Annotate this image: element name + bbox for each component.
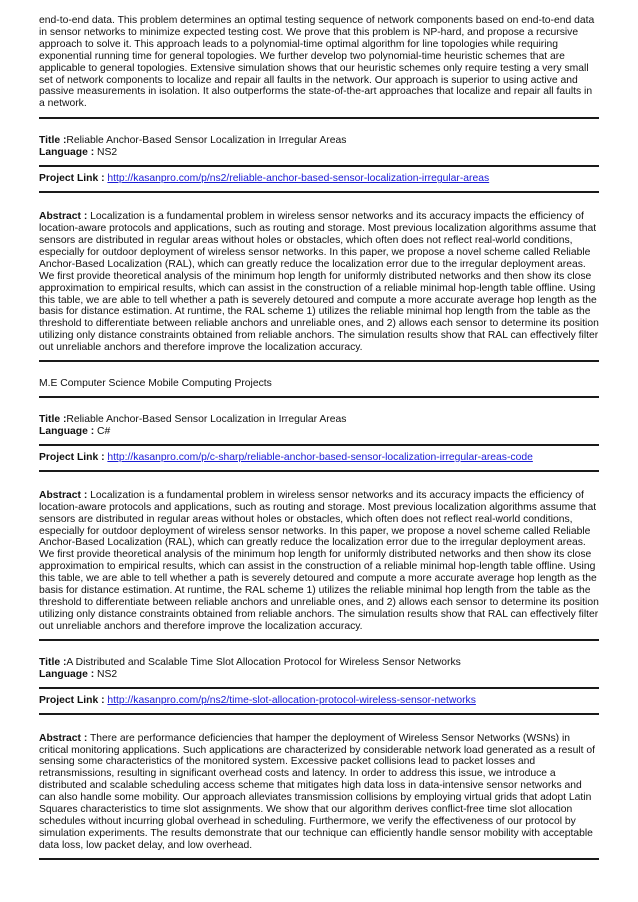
document-page bbox=[39, 13, 599, 860]
project-entry-2 bbox=[39, 414, 599, 641]
project-link[interactable]: http://kasanpro.com/p/ns2/reliable-anchor-based-sensor-localization-irregular-areas bbox=[107, 173, 490, 185]
project-title: Reliable Anchor-Based Sensor Localization in Irregular Areas bbox=[66, 135, 347, 147]
title-label: Title : bbox=[39, 135, 67, 147]
title-label: Title : bbox=[39, 656, 67, 668]
project-language: NS2 bbox=[97, 668, 118, 680]
abstract-text: Localization is a fundamental problem in wireless sensor networks and its accuracy impacts the efficiency of location-aware protocols and applications, such as routing and storage. Most previous localization algorithms assume that sensors are distributed in regular areas without holes or obstacles, which often does not reflect real-world conditions, especially for outdoor deployment of wireless sensor networks. In this paper, we propose a novel scheme called Reliable Anchor-Based Localization (RAL), which can greatly reduce the localization error due to the irregular deployment areas. We first provide theoretical analysis of the minimum hop length for uniformly distributed networks and then show its close approximation to empirical results, which can assist in the construction of a reliable minimal hop-length table offline. Using this table, we are able to tell whether a path is severely detoured and compute a more accurate average hop length as the basis for distance estimation. At runtime, the RAL scheme 1) utilizes the reliable minimal hop length from the table as the threshold to differentiate between reliable anchors and unreliable ones, and 2) allows each sensor to determine its position utilizing only distance constraints obtained from reliable anchors. The simulation results show that RAL can effectively filter out unreliable anchors and therefore improve the localization accuracy. bbox=[39, 489, 599, 632]
abstract-label: Abstract : bbox=[39, 489, 88, 501]
language-label: Language : bbox=[39, 425, 95, 437]
abstract-label: Abstract : bbox=[39, 211, 88, 223]
divider bbox=[39, 713, 599, 715]
project-link-label: Project Link : bbox=[39, 694, 105, 706]
project-link-line bbox=[39, 695, 599, 707]
divider bbox=[39, 858, 599, 860]
project-entry-1 bbox=[39, 135, 599, 362]
project-link-label: Project Link : bbox=[39, 173, 105, 185]
project-language-line bbox=[39, 147, 599, 159]
project-link-line bbox=[39, 173, 599, 185]
abstract-text: There are performance deficiencies that hamper the deployment of Wireless Sensor Networks (WSNs) in critical monitoring applications. Such applications are characterized by considerable network load generated as a result of sensing some characteristics of the monitored system. Excessive packet collisions lead to packet losses and retransmissions, resulting in significant overhead costs and latency. In order to address this issue, we introduce a distributed and scalable scheduling access scheme that mitigates high data loss in data-intensive sensor networks and can also handle some mobility. Our approach alleviates transmission collisions by employing virtual grids that adopt Latin Squares characteristics to time slot assignments. We show that our algorithm derives conflict-free time slot allocation schedules without incurring global overhead in scheduling. Furthermore, we verify the effectiveness of our protocol by simulation experiments. The results demonstrate that our technique can efficiently handle sensor mobility with acceptable data loss, low packet delay, and low overhead. bbox=[39, 732, 595, 851]
project-link[interactable]: http://kasanpro.com/p/ns2/time-slot-allocation-protocol-wireless-sensor-networks bbox=[107, 694, 476, 706]
project-title: Reliable Anchor-Based Sensor Localization in Irregular Areas bbox=[66, 413, 347, 425]
project-abstract bbox=[39, 733, 599, 852]
section-heading: M.E Computer Science Mobile Computing Projects bbox=[39, 378, 272, 390]
project-abstract bbox=[39, 490, 599, 633]
project-title-line bbox=[39, 657, 599, 669]
project-entry-3 bbox=[39, 657, 599, 860]
project-link-label: Project Link : bbox=[39, 451, 105, 463]
divider bbox=[39, 639, 599, 641]
divider bbox=[39, 687, 599, 689]
project-title: A Distributed and Scalable Time Slot Allocation Protocol for Wireless Sensor Networks bbox=[66, 656, 461, 668]
project-title-line bbox=[39, 414, 599, 426]
project-language-line bbox=[39, 669, 599, 681]
project-title-line bbox=[39, 135, 599, 147]
divider bbox=[39, 360, 599, 362]
project-abstract bbox=[39, 211, 599, 354]
project-link[interactable]: http://kasanpro.com/p/c-sharp/reliable-anchor-based-sensor-localization-irregular-areas-code bbox=[107, 451, 533, 463]
project-language-line bbox=[39, 426, 599, 438]
intro-paragraph: end-to-end data. This problem determines an optimal testing sequence of network components based on end-to-end data in sensor networks to minimize expected testing cost. We prove that this problem is NP-hard, and propose a recursive approach to solve it. This approach leads to a polynomial-time optimal algorithm for line topologies while requiring exponential running time for general topologies. We further develop two polynomial-time heuristic schemes that are applicable to general topologies. Extensive simulation shows that our heuristic schemes only require testing a very small set of network components to localize and repair all faults in the network. Our approach is superior to using active and passive measurements in isolation. It also outperforms the state-of-the-art approaches that localize and repair all faults in a network. bbox=[39, 15, 595, 110]
project-language: NS2 bbox=[97, 147, 118, 159]
title-label: Title : bbox=[39, 413, 67, 425]
abstract-text: Localization is a fundamental problem in wireless sensor networks and its accuracy impacts the efficiency of location-aware protocols and applications, such as routing and storage. Most previous localization algorithms assume that sensors are distributed in regular areas without holes or obstacles, which often does not reflect real-world conditions, especially for outdoor deployment of wireless sensor networks. In this paper, we propose a novel scheme called Reliable Anchor-Based Localization (RAL), which can greatly reduce the localization error due to the irregular deployment areas. We first provide theoretical analysis of the minimum hop length for uniformly distributed networks and then show its close approximation to empirical results, which can assist in the construction of a reliable minimal hop-length table offline. Using this table, we are able to tell whether a path is severely detoured and compute a more accurate average hop length as the basis for distance estimation. At runtime, the RAL scheme 1) utilizes the reliable minimal hop length from the table as the threshold to differentiate between reliable anchors and unreliable ones, and 2) allows each sensor to determine its position utilizing only distance constraints obtained from reliable anchors. The simulation results show that RAL can effectively filter out unreliable anchors and therefore improve the localization accuracy. bbox=[39, 211, 599, 354]
divider bbox=[39, 117, 599, 119]
language-label: Language : bbox=[39, 668, 95, 680]
divider bbox=[39, 470, 599, 472]
abstract-label: Abstract : bbox=[39, 732, 88, 744]
divider bbox=[39, 396, 599, 398]
project-language: C# bbox=[97, 425, 111, 437]
project-link-line bbox=[39, 452, 599, 464]
divider bbox=[39, 165, 599, 167]
divider bbox=[39, 191, 599, 193]
divider bbox=[39, 444, 599, 446]
language-label: Language : bbox=[39, 147, 95, 159]
